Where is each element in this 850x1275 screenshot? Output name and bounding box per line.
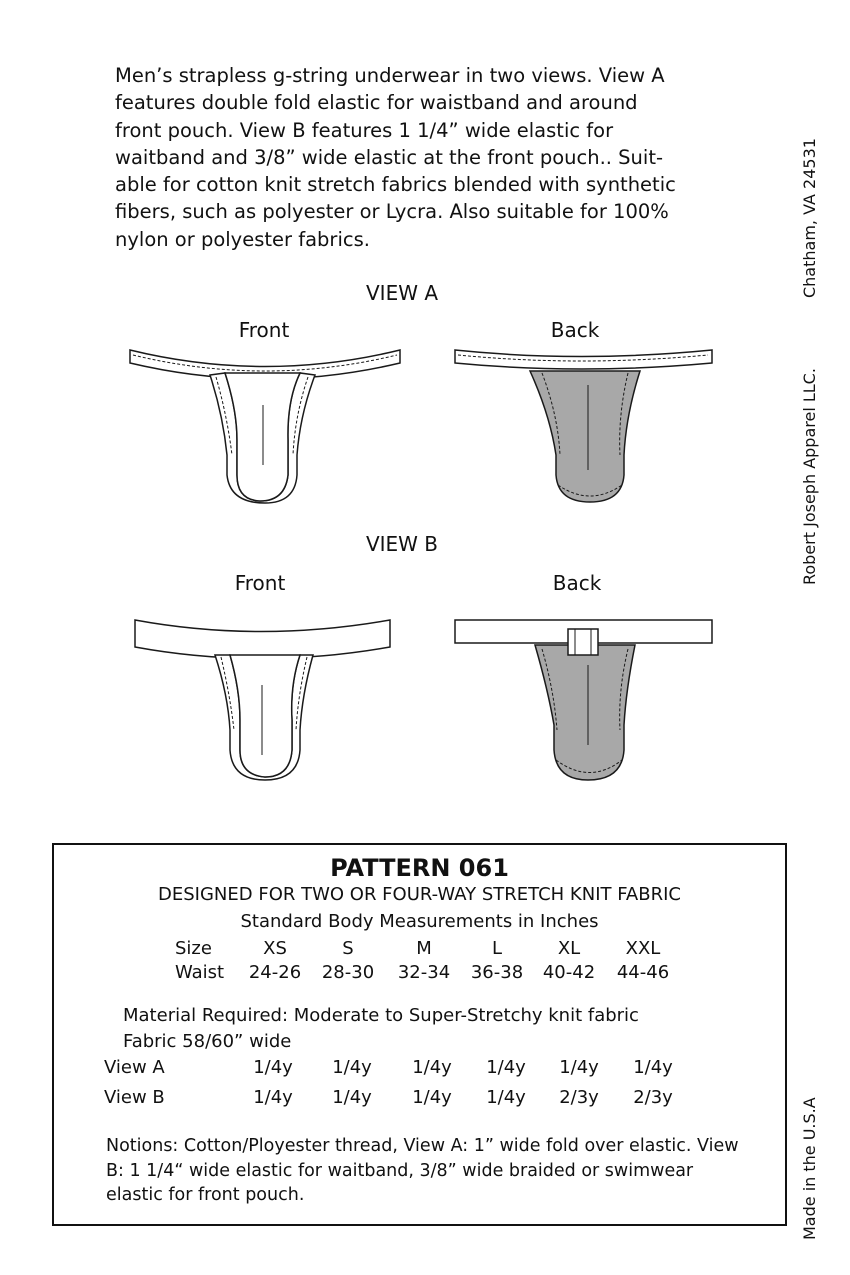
view-a-label: View A: [104, 1057, 165, 1078]
description-line: waitband and 3/8” wide elastic at the front pouch.. Suit-: [115, 145, 663, 169]
view-b-cell: 1/4y: [332, 1087, 372, 1108]
view-b-title: VIEW B: [365, 532, 439, 556]
view-b-label: View B: [104, 1087, 165, 1108]
view-b-cell: 2/3y: [559, 1087, 599, 1108]
size-label: Size: [175, 938, 212, 959]
view-b-front-illustration: [130, 615, 400, 785]
view-a-title: VIEW A: [365, 281, 439, 305]
pattern-title: PATTERN 061: [330, 854, 509, 882]
size-cell: XS: [263, 938, 287, 959]
view-b-cell: 1/4y: [486, 1087, 526, 1108]
measure-heading: Standard Body Measurements in Inches: [240, 911, 599, 932]
waist-cell: 28-30: [321, 962, 375, 983]
view-a-cell: 1/4y: [332, 1057, 372, 1078]
waist-cell: 44-46: [616, 962, 670, 983]
size-cell: M: [416, 938, 432, 959]
size-cell: XXL: [625, 938, 661, 959]
pattern-subtitle: DESIGNED FOR TWO OR FOUR-WAY STRETCH KNIT FABRIC: [158, 884, 681, 905]
size-cell: XL: [557, 938, 581, 959]
notions-line: elastic for front pouch.: [106, 1185, 305, 1205]
waist-cell: 36-38: [470, 962, 524, 983]
view-b-cell: 1/4y: [412, 1087, 452, 1108]
view-a-back-illustration: [450, 345, 720, 510]
view-a-cell: 1/4y: [486, 1057, 526, 1078]
view-a-cell: 1/4y: [633, 1057, 673, 1078]
waist-cell: 32-34: [397, 962, 451, 983]
waist-cell: 40-42: [542, 962, 596, 983]
sidebar-made-in: Made in the U.S.A: [800, 1097, 819, 1240]
description-line: Men’s strapless g-string underwear in two views. View A: [115, 64, 665, 87]
size-cell: S: [342, 938, 354, 959]
description-line: fibers, such as polyester or Lycra. Also suitable for 100%: [115, 200, 669, 224]
description: [115, 62, 715, 253]
view-b-back-illustration: [450, 615, 720, 785]
view-a-cell: 1/4y: [559, 1057, 599, 1078]
description-line: features double fold elastic for waistband and around: [115, 91, 638, 115]
view-b-front-label: Front: [234, 571, 286, 595]
sidebar-location: Chatham, VA 24531: [800, 138, 819, 298]
view-b-cell: 2/3y: [633, 1087, 673, 1108]
view-a-cell: 1/4y: [412, 1057, 452, 1078]
fabric-width: Fabric 58/60” wide: [123, 1031, 292, 1052]
waist-cell: 24-26: [248, 962, 302, 983]
view-a-front-illustration: [125, 345, 405, 510]
notions-line: Notions: Cotton/Ployester thread, View A: 1” wide fold over elastic. View: [106, 1136, 739, 1156]
description-line: able for cotton knit stretch fabrics blended with synthetic: [115, 173, 676, 197]
view-a-front-label: Front: [238, 318, 290, 342]
size-cell: L: [491, 938, 503, 959]
description-line: front pouch. View B features 1 1/4” wide elastic for: [115, 118, 614, 142]
notions: [106, 1134, 771, 1208]
view-a-cell: 1/4y: [253, 1057, 293, 1078]
description-line: nylon or polyester fabrics.: [115, 227, 370, 251]
material-required: Material Required: Moderate to Super-Stretchy knit fabric: [123, 1005, 639, 1026]
pattern-info-box: [52, 843, 787, 1226]
waist-label: Waist: [175, 962, 225, 983]
notions-line: B: 1 1/4“ wide elastic for waitband, 3/8” wide braided or swimwear: [106, 1160, 694, 1181]
view-b-cell: 1/4y: [253, 1087, 293, 1108]
view-b-back-label: Back: [552, 571, 602, 595]
view-a-back-label: Back: [550, 318, 600, 342]
sidebar-company: Robert Joseph Apparel LLC.: [800, 368, 819, 585]
